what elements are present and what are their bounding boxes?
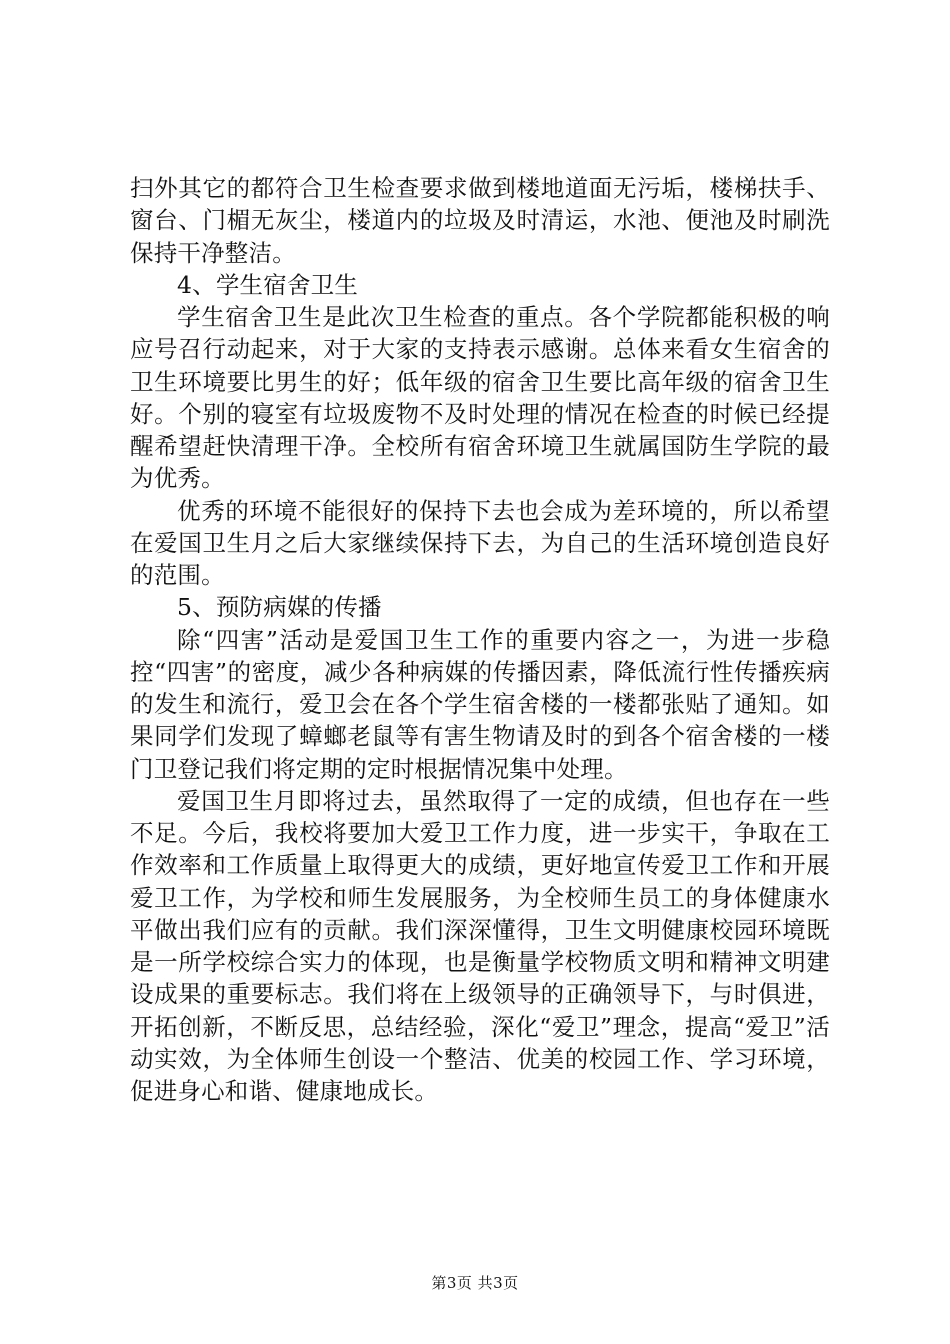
paragraph-conclusion: 爱国卫生月即将过去，虽然取得了一定的成绩，但也存在一些不足。今后，我校将要加大爱卫工作力度，进一步实干，争取在工作效率和工作质量上取得更大的成绩，更好地宣传爱卫工作和开展爱卫工作，为学校和师生发展服务，为全校师生员工的身体健康水平做出我们应有的贡献。我们深深懂得，卫生文明健康校园环境既是一所学校综合实力的体现，也是衡量学校物质文明和精神文明建设成果的重要标志。我们将在上级领导的正确领导下，与时俱进，开拓创新，不断反思，总结经验，深化“爱卫”理念，提高“爱卫”活动实效，为全体师生创设一个整洁、优美的校园工作、学习环境，促进身心和谐、健康地成长。	[130, 786, 830, 1105]
page-number-footer: 第3页 共3页	[431, 1274, 519, 1292]
section-heading-dormitory: 4、学生宿舍卫生	[177, 270, 359, 299]
paragraph-keep-environment: 优秀的环境不能很好的保持下去也会成为差环境的，所以希望在爱国卫生月之后大家继续保持下去，为自己的生活环境创造良好的范围。	[130, 496, 830, 589]
paragraph-dormitory-inspection: 学生宿舍卫生是此次卫生检查的重点。各个学院都能积极的响应号召行动起来，对于大家的支持表示感谢。总体来看女生宿舍的卫生环境要比男生的好；低年级的宿舍卫生要比高年级的宿舍卫生好。个别的寝室有垃圾废物不及时处理的情况在检查的时候已经提醒希望赶快清理干净。全校所有宿舍环境卫生就属国防生学院的最为优秀。	[130, 303, 830, 493]
section-heading-vector-prevention: 5、预防病媒的传播	[177, 593, 382, 622]
paragraph-continuation: 扫外其它的都符合卫生检查要求做到楼地道面无污垢，楼梯扶手、窗台、门楣无灰尘，楼道内的垃圾及时清运，水池、便池及时刷洗保持干净整洁。	[130, 174, 830, 267]
paragraph-four-pests: 除“四害”活动是爱国卫生工作的重要内容之一，为进一步稳控“四害”的密度，减少各种病媒的传播因素，降低流行性传播疾病的发生和流行，爱卫会在各个学生宿舍楼的一楼都张贴了通知。如果同学们发现了蟑螂老鼠等有害生物请及时的到各个宿舍楼的一楼门卫登记我们将定期的定时根据情况集中处理。	[130, 625, 830, 783]
document-body	[130, 172, 830, 1107]
